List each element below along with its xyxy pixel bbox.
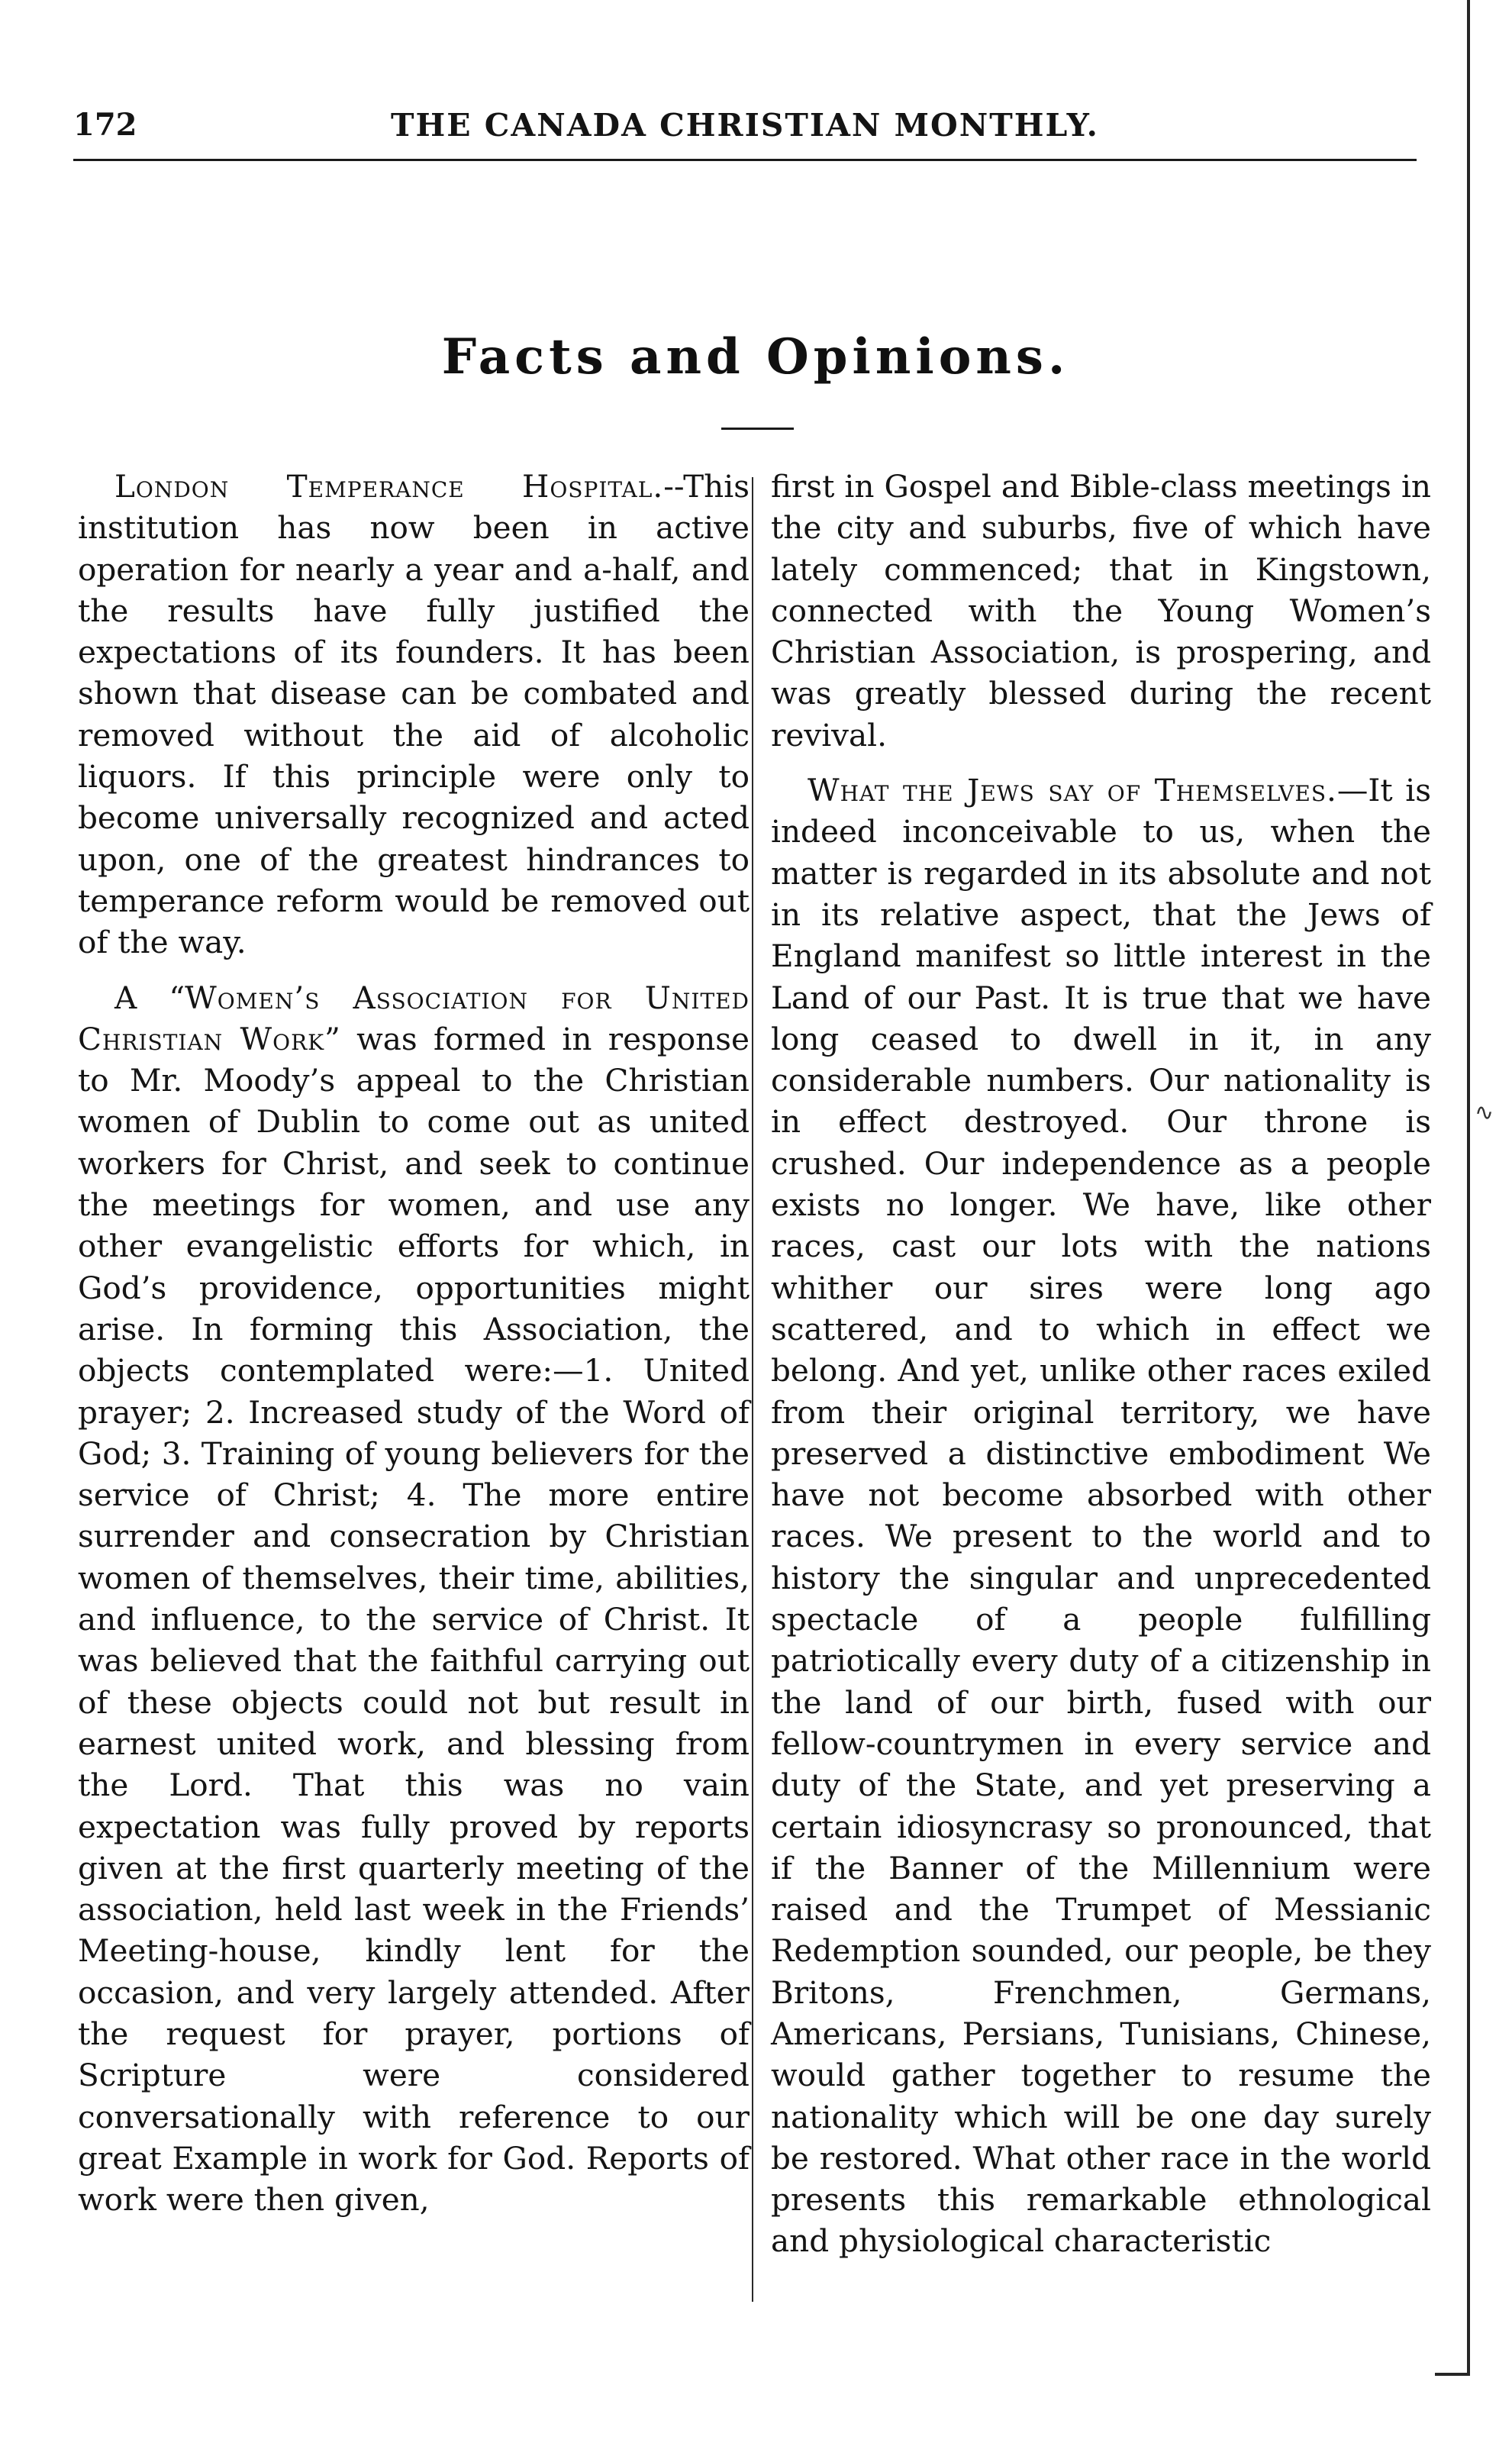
right-column bbox=[771, 466, 1431, 2262]
section-heading: Facts and Opinions. bbox=[441, 328, 1070, 386]
column-rule bbox=[752, 477, 753, 2302]
left-column bbox=[78, 466, 750, 2220]
header-rule bbox=[73, 159, 1417, 161]
article-continuation bbox=[771, 466, 1431, 756]
page-edge-line bbox=[1467, 0, 1470, 2374]
article-what-the-jews-say bbox=[771, 770, 1431, 2262]
heading-rule bbox=[721, 428, 794, 430]
article-title: Women’s Association for United Christian Work bbox=[78, 979, 750, 1057]
article-womens-association bbox=[78, 977, 750, 2221]
page-header bbox=[73, 107, 1417, 153]
page-edge-corner bbox=[1435, 2373, 1470, 2376]
article-title: London Temperance Hospital. bbox=[114, 468, 664, 505]
article-body: --This institution has now been in active operation for nearly a year and a-half, and the results have fully justified the expectations of its founders. It has been shown that disease can be combated and removed without the aid of alcoholic liquors. If this principle were only to become universally recognized and acted upon, one of the greatest hindrances to temperance reform would be removed out of the way. bbox=[78, 468, 750, 961]
article-body: —It is indeed inconceivable to us, when the matter is regarded in its absolute and not in its relative aspect, that the Jews of England manifest so little interest in the Land of our Past. It is true that we have long ceased to dwell in it, in any considerable numbers. Our nationality is in effect destroyed. Our throne is crushed. Our independence as a people exists no longer. We have, like other races, cast our lots with the nations whither our sires were long ago scattered, and to which in effect we belong. And yet, unlike other races exiled from their original territory, we have preserved a distinctive embodiment We have not become absorbed with other races. We present to the world and to history the singular and unprecedented spectacle of a people fulfilling patriotically every duty of a citizenship in the land of our birth, fused with our fellow-countrymen in every service and duty of the State, and yet preserving a certain idiosyncrasy so pronounced, that if the Banner of the Millennium were raised and the Trumpet of Messianic Redemption sounded, our people, be they Britons, Frenchmen, Germans, Americans, Persians, Tunisians, Chinese, would gather together to resume the nationality which will be one day surely be restored. What other race in the world presents this remarkable ethnological and physiological characteristic bbox=[771, 772, 1432, 2260]
article-lead: A “ bbox=[114, 979, 185, 1016]
binding-mark-icon: ∿ bbox=[1475, 1099, 1494, 1126]
page-number: 172 bbox=[73, 107, 137, 143]
running-title: THE CANADA CHRISTIAN MONTHLY. bbox=[391, 107, 1099, 144]
article-london-temperance-hospital bbox=[78, 466, 750, 963]
article-body: first in Gospel and Bible-class meetings in the city and suburbs, five of which have lately commenced; that in Kingstown, connected with the Young Women’s Christian Association, is prospering, and was greatly blessed during the recent revival. bbox=[771, 468, 1431, 754]
article-body: ” was formed in response to Mr. Moody’s appeal to the Christian women of Dublin to come out as united workers for Christ, and seek to continue the meetings for women, and use any other evangelistic efforts for which, in God’s providence, opportunities might arise. In forming this Association, the objects contemplated were:—1. United prayer; 2. Increased study of the Word of God; 3. Training of young believers for the service of Christ; 4. The more entire surrender and consecration by Christian women of themselves, their time, abilities, and influence, to the service of Christ. It was believed that the faithful carrying out of these objects could not but result in earnest united work, and blessing from the Lord. That this was no vain expectation was fully proved by reports given at the first quarterly meeting of the association, held last week in the Friends’ Meeting-house, kindly lent for the occasion, and very largely attended. After the request for prayer, portions of Scripture were considered conversationally with reference to our great Example in work for God. Reports of work were then given, bbox=[78, 1020, 750, 2219]
article-title: What the Jews say of Themselves. bbox=[808, 772, 1337, 809]
